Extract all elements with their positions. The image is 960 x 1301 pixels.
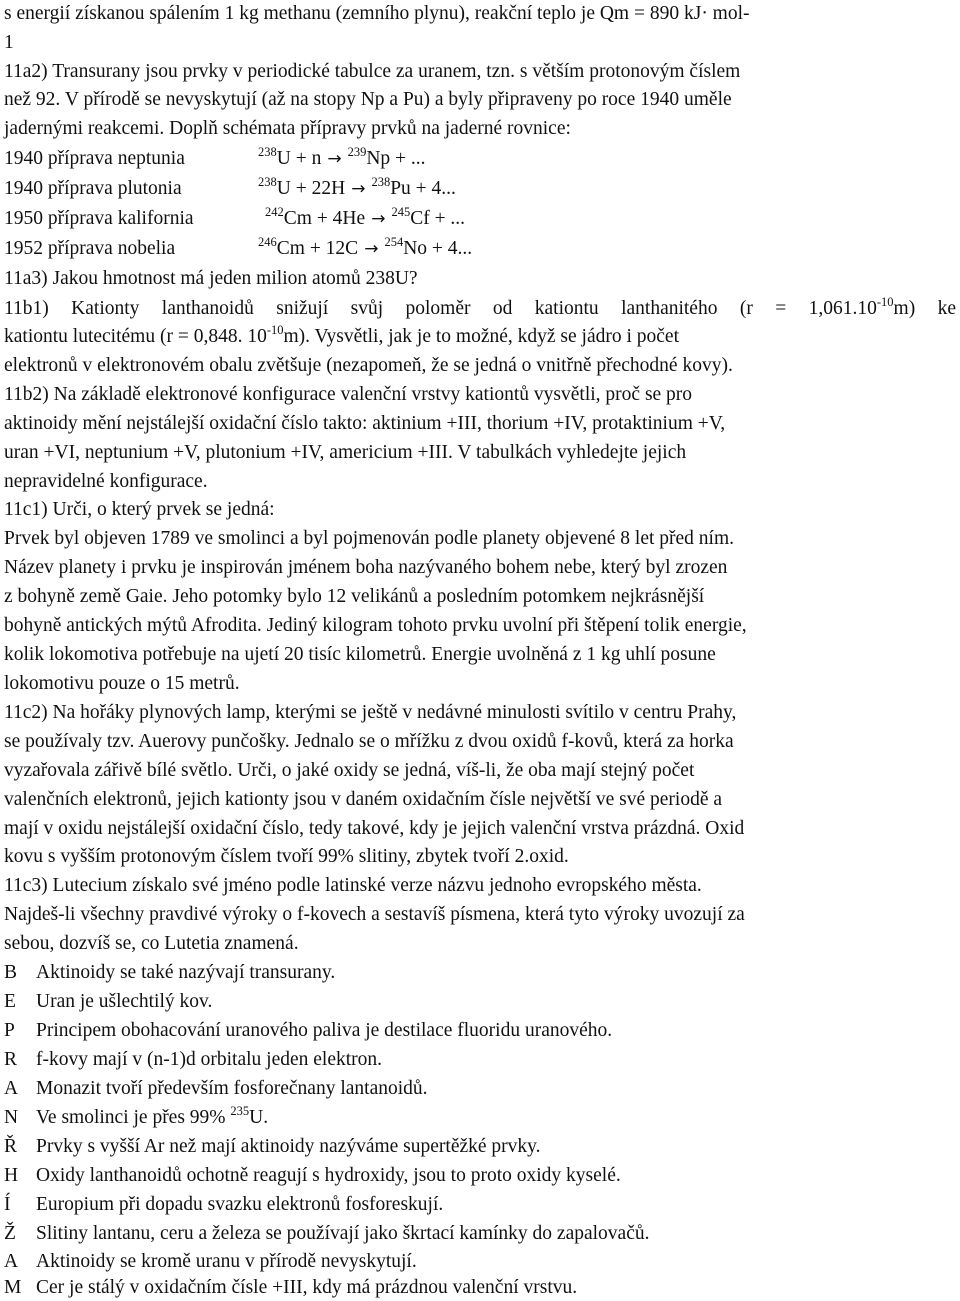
- statement-letter: R: [4, 1049, 18, 1070]
- statement-letter: A: [4, 1251, 19, 1272]
- q11c1-line-4: bohyně antických mýtů Afrodita. Jediný kilogram tohoto prvku uvolní při štěpení tolik energie,: [4, 615, 747, 636]
- q11c2-line-2: se používaly tzv. Auerovy punčošky. Jednalo se o mřížku z dvou oxidů f-kovů, která za horka: [4, 731, 734, 752]
- reaction-row: [4, 144, 956, 175]
- q11c3-line-3: sebou, dozvíš se, co Lutetia znamená.: [4, 933, 299, 954]
- reaction-label: 1950 příprava kalifornia: [4, 208, 194, 229]
- arrow-icon: →: [351, 179, 366, 199]
- q11c1-line-3: z bohyně země Gaie. Jeho potomky bylo 12 velikánů a posledním potomkem nejkrásnější: [4, 586, 705, 607]
- q11c3-line-2: Najdeš-li všechny pravdivé výroky o f-kovech a sestavíš písmena, která tyto výroky uvozují za: [4, 904, 745, 925]
- q11c1-line-5: kolik lokomotiva potřebuje na ujetí 20 tisíc kilometrů. Energie uvolněná z 1 kg uhlí posune: [4, 644, 716, 665]
- reaction-label: 1940 příprava neptunia: [4, 148, 185, 169]
- intro-line-1: s energií získanou spálením 1 kg methanu (zemního plynu), reakční teplo je Qm = 890 kJ· mol-: [4, 3, 750, 24]
- arrow-icon: →: [327, 149, 342, 169]
- q11c1-line-2: Název planety i prvku je inspirován jménem boha nazývaného bohem nebe, který byl zrozen: [4, 557, 728, 578]
- q11c2-line-1: 11c2) Na hořáky plynových lamp, kterými se ještě v nedávné minulosti svítilo v centru Prahy,: [4, 702, 737, 723]
- q11c1-line-6: lokomotivu pouze o 15 metrů.: [4, 673, 240, 694]
- statement-item: P Principem obohacování uranového paliva je destilace fluoridu uranového.: [4, 1020, 613, 1041]
- reaction-equation: $^{246}$Cm + 12C → $^{254}$No + 4...: [258, 234, 473, 259]
- statement-item: H Oxidy lanthanoidů ochotně reagují s hydroxidy, jsou to proto oxidy kyselé.: [4, 1165, 621, 1186]
- q11c2-line-5: mají v oxidu nejstálejší oxidační číslo, tedy takové, kdy je jejich valenční vrstva prázdná. Oxid: [4, 818, 745, 839]
- q11b2-line-3: uran +VI, neptunium +V, plutonium +IV, americium +III. V tabulkách vyhledejte jejich: [4, 442, 687, 463]
- statement-item: R f-kovy mají v (n-1)d orbitalu jeden elektron.: [4, 1049, 383, 1070]
- q11c1-heading: 11c1) Urči, o který prvek se jedná:: [4, 499, 275, 520]
- reaction-label: 1952 příprava nobelia: [4, 238, 176, 259]
- statement-item: Í Europium při dopadu svazku elektronů fosforeskují.: [4, 1194, 444, 1215]
- statement-item: B Aktinoidy se také nazývají transurany.: [4, 962, 336, 983]
- q11c1-line-1: Prvek byl objeven 1789 ve smolinci a byl pojmenován podle planety objevené 8 let před ním.: [4, 528, 735, 549]
- statement-item: Ř Prvky s vyšší Ar než mají aktinoidy nazýváme supertěžké prvky.: [4, 1136, 541, 1157]
- reaction-label: 1940 příprava plutonia: [4, 178, 182, 199]
- q11c2-line-4: valenčních elektronů, jejich kationty jsou v daném oxidačním čísle největší ve své periodě a: [4, 789, 723, 810]
- q11c3-line-1: 11c3) Lutecium získalo své jméno podle latinské verze názvu jednoho evropského města.: [4, 875, 702, 896]
- statement-item: Ž Slitiny lantanu, ceru a železa se používají jako škrtací kamínky do zapalovačů.: [4, 1223, 650, 1244]
- q11a2-line-3: jadernými reakcemi. Doplň schémata přípravy prvků na jaderné rovnice:: [4, 118, 571, 139]
- statement-letter: E: [4, 991, 16, 1012]
- statement-letter: P: [4, 1020, 15, 1041]
- q11a3-question: 11a3) Jakou hmotnost má jeden milion atomů 238U?: [4, 268, 418, 289]
- q11b2-line-2: aktinoidy mění nejstálejší oxidační číslo takto: aktinium +III, thorium +IV, protaktinium +V,: [4, 413, 726, 434]
- q11c2-line-6: kovu s vyšším protonovým číslem tvoří 99% slitiny, zbytek tvoří 2.oxid.: [4, 846, 569, 867]
- statement-item: N Ve smolinci je přes 99% $^{235}$U.: [4, 1103, 269, 1128]
- q11b1-line-3: elektronů v elektronovém obalu zvětšuje (nezapomeň, že se jedná o vnitřně přechodné kovy).: [4, 355, 733, 376]
- statement-letter: M: [4, 1277, 22, 1298]
- statement-letter: B: [4, 962, 18, 983]
- arrow-icon: →: [371, 209, 386, 229]
- q11a2-line-2: než 92. V přírodě se nevyskytují (až na stopy Np a Pu) a byly připraveny po roce 1940 uměle: [4, 89, 732, 110]
- statement-letter: H: [4, 1165, 19, 1186]
- statement-item: M Cer je stálý v oxidačním čísle +III, kdy má prázdnou valenční vrstvu.: [4, 1277, 578, 1298]
- statement-letter: N: [4, 1107, 19, 1128]
- q11b1-line-2: kationtu lutecitému (r = 0,848. $10^{-10}m$). Vysvětli, jak je to možné, když se jádro i počet: [4, 322, 680, 347]
- reaction-row: [4, 174, 956, 205]
- q11b2-line-1: 11b2) Na základě elektronové konfigurace valenční vrstvy kationtů vysvětli, proč se pro: [4, 384, 693, 405]
- q11c2-line-3: vyzařovala zářivě bílé světlo. Urči, o jaké oxidy se jedná, víš-li, že oba mají stejný počet: [4, 760, 695, 781]
- statement-item: E Uran je ušlechtilý kov.: [4, 991, 213, 1012]
- q11b2-line-4: nepravidelné konfigurace.: [4, 471, 208, 492]
- statement-letter: Í: [4, 1194, 11, 1215]
- statement-letter: Ř: [4, 1136, 18, 1157]
- intro-line-2: 1: [4, 32, 14, 53]
- statement-letter: Ž: [4, 1223, 16, 1244]
- reaction-row: [4, 234, 956, 265]
- statement-letter: A: [4, 1078, 19, 1099]
- reaction-row: [4, 204, 956, 235]
- q11b1-line-1: 11b1) Kationty lanthanoidů snižují svůj poloměr od kationtu lanthanitého $(r = 1,061.10^{-10}m)$ ke: [4, 294, 956, 319]
- reaction-equation: $^{242}$Cm + 4He → $^{245}$Cf + ...: [265, 204, 466, 229]
- reaction-equation: $^{238}$U + n → $^{239}$Np + ...: [258, 144, 426, 169]
- statement-item: A Aktinoidy se kromě uranu v přírodě nevyskytují.: [4, 1251, 417, 1272]
- arrow-icon: →: [364, 239, 379, 259]
- statement-item: A Monazit tvoří především fosforečnany lantanoidů.: [4, 1078, 428, 1099]
- reaction-equation: $^{238}$U + 22H → $^{238}$Pu + 4...: [258, 174, 456, 199]
- q11a2-line-1: 11a2) Transurany jsou prvky v periodické tabulce za uranem, tzn. s větším protonovým číslem: [4, 61, 741, 82]
